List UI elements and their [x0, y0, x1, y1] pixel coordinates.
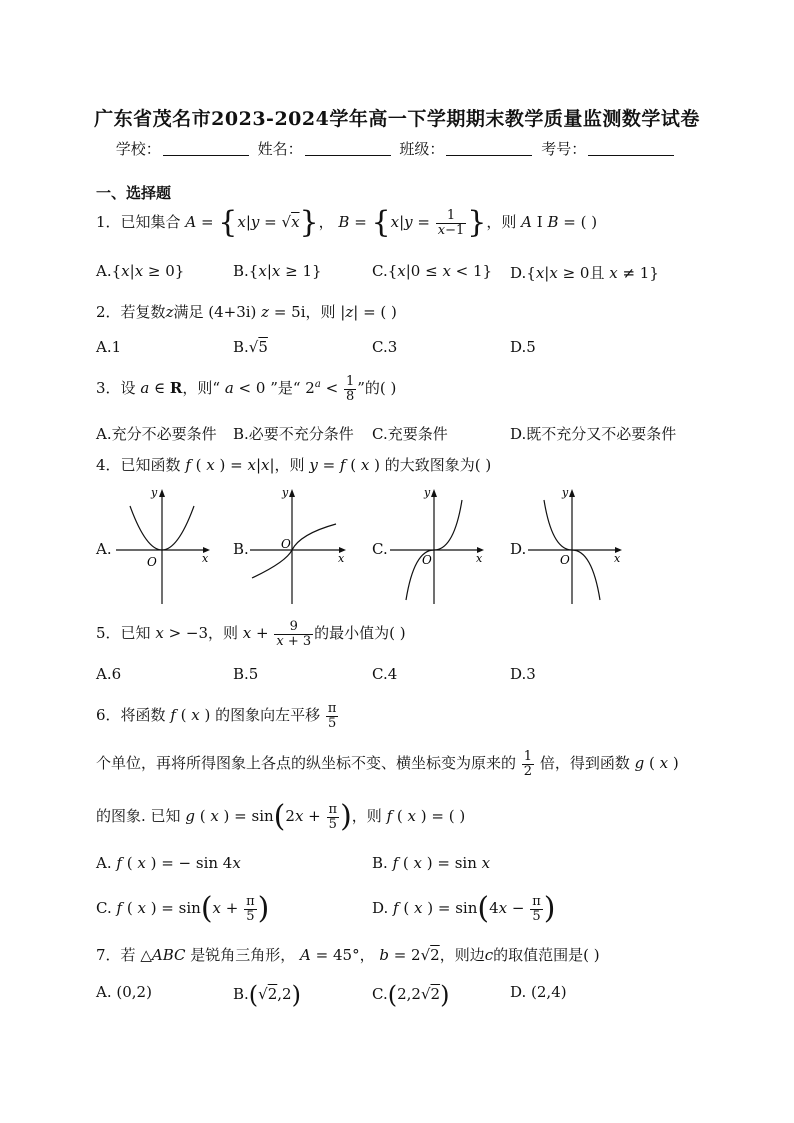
- student-info-line: [0, 138, 794, 159]
- q2-option-c[interactable]: C.3: [372, 338, 398, 356]
- name-label: 姓名：: [257, 140, 303, 158]
- q5-option-c[interactable]: C.4: [372, 665, 398, 683]
- question-6-line-2: 个单位，再将所得图象上各点的纵坐标不变、横坐标变为原来的 $\frac{1}{2}$ 倍，得到函数 g ( x ): [96, 749, 679, 779]
- graph-a: [110, 484, 216, 608]
- question-2: 2．若复数z满足 (4+3i) z = 5i，则 |z| = ( ): [96, 303, 397, 321]
- section-heading: 一、选择题: [96, 184, 172, 202]
- q5-option-b[interactable]: B.5: [233, 665, 259, 683]
- question-number: 5．: [96, 624, 121, 643]
- question-number: 1．: [96, 213, 121, 231]
- question-5: 5．已知 x > −3，则 x + $\frac{9}{x + 3}$ 的最小值为( ): [96, 619, 406, 649]
- graph-d: [522, 484, 628, 608]
- question-6: 6．将函数 f ( x ) 的图象向左平移 $\frac{\pi}{5}$: [96, 701, 337, 731]
- origin-label: O: [560, 553, 570, 567]
- q4-option-d[interactable]: D.: [510, 540, 527, 558]
- y-label: y: [424, 486, 431, 499]
- question-6-line-3: 的图象. 已知 g ( x ) = sin(2x + $\frac{\pi}{5}$ )，则 f ( x ) = ( ): [96, 799, 466, 834]
- q3-option-c[interactable]: C.充要条件: [372, 425, 448, 443]
- x-label: x: [338, 552, 345, 565]
- origin-label: O: [422, 553, 432, 567]
- page-title: 广东省茂名市2023-2024学年高一下学期期末教学质量监测数学试卷: [94, 108, 700, 130]
- question-3: 3．设 a ∈ R，则“ a < 0 ”是“ $2^a$ < $\frac{1}{8}$ ”的( ): [96, 374, 397, 404]
- question-4: 4．已知函数 f ( x ) = x|x|，则 y = f ( x ) 的大致图象为( ): [96, 456, 492, 474]
- y-label: y: [151, 486, 158, 499]
- question-1: 1．已知集合 A = {x|y = √x}， B = {x|y = $\frac{1}{x-1}$ }，则 A I B = ( ): [96, 205, 598, 240]
- question-number: 6．: [96, 706, 121, 725]
- class-label: 班级：: [399, 140, 445, 158]
- q2-option-a[interactable]: A.1: [96, 338, 122, 356]
- q7-option-d[interactable]: D. (2,4): [510, 983, 567, 1001]
- x-label: x: [614, 552, 621, 565]
- graph-c: [384, 484, 490, 608]
- y-label: y: [282, 486, 289, 499]
- q7-option-b[interactable]: B.(√2,2): [233, 981, 301, 1009]
- q3-option-a[interactable]: A.充分不必要条件: [96, 425, 217, 443]
- q6-option-b[interactable]: B. f ( x ) = sin x: [372, 854, 491, 872]
- q1-option-b[interactable]: B.{x|x ≥ 1}: [233, 262, 322, 280]
- question-number: 3．: [96, 379, 121, 398]
- q2-option-d[interactable]: D.5: [510, 338, 536, 356]
- y-label: y: [562, 486, 569, 499]
- question-number: 4．: [96, 456, 121, 474]
- name-blank[interactable]: [305, 141, 391, 156]
- class-blank[interactable]: [446, 141, 532, 156]
- q3-option-d[interactable]: D.既不充分又不必要条件: [510, 425, 677, 443]
- q7-option-c[interactable]: C.(2,2√2): [372, 981, 450, 1009]
- q5-option-d[interactable]: D.3: [510, 665, 536, 683]
- q2-option-b[interactable]: B.√5: [233, 338, 268, 356]
- q7-option-a[interactable]: A. (0,2): [96, 983, 152, 1001]
- q1-option-c[interactable]: C.{x|0 ≤ x < 1}: [372, 262, 493, 280]
- school-label: 学校：: [115, 140, 161, 158]
- school-blank[interactable]: [163, 141, 249, 156]
- q6-option-a[interactable]: A. f ( x ) = − sin 4x: [96, 854, 241, 872]
- question-number: 7．: [96, 946, 121, 964]
- q3-option-b[interactable]: B.必要不充分条件: [233, 425, 354, 443]
- question-7: 7．若 △ABC 是锐角三角形， A = 45°， b = 2√2，则边c的取值范围是( ): [96, 946, 600, 964]
- q4-option-a[interactable]: A.: [96, 540, 112, 558]
- q1-option-d[interactable]: D.{x|x ≥ 0且 x ≠ 1}: [510, 264, 659, 282]
- q6-option-c[interactable]: C. f ( x ) = sin(x + $\frac{\pi}{5}$ ): [96, 891, 270, 926]
- origin-label: O: [281, 537, 291, 551]
- x-label: x: [476, 552, 483, 565]
- exam-no-blank[interactable]: [588, 141, 674, 156]
- q1-option-a[interactable]: A.{x|x ≥ 0}: [96, 262, 185, 280]
- origin-label: O: [147, 555, 157, 569]
- graph-b: [246, 484, 352, 608]
- q5-option-a[interactable]: A.6: [96, 665, 122, 683]
- exam-no-label: 考号：: [541, 140, 587, 158]
- question-number: 2．: [96, 303, 121, 321]
- q4-option-c[interactable]: C.: [372, 540, 388, 558]
- x-label: x: [202, 552, 209, 565]
- q6-option-d[interactable]: D. f ( x ) = sin(4x − $\frac{\pi}{5}$ ): [372, 891, 556, 926]
- q4-option-b[interactable]: B.: [233, 540, 249, 558]
